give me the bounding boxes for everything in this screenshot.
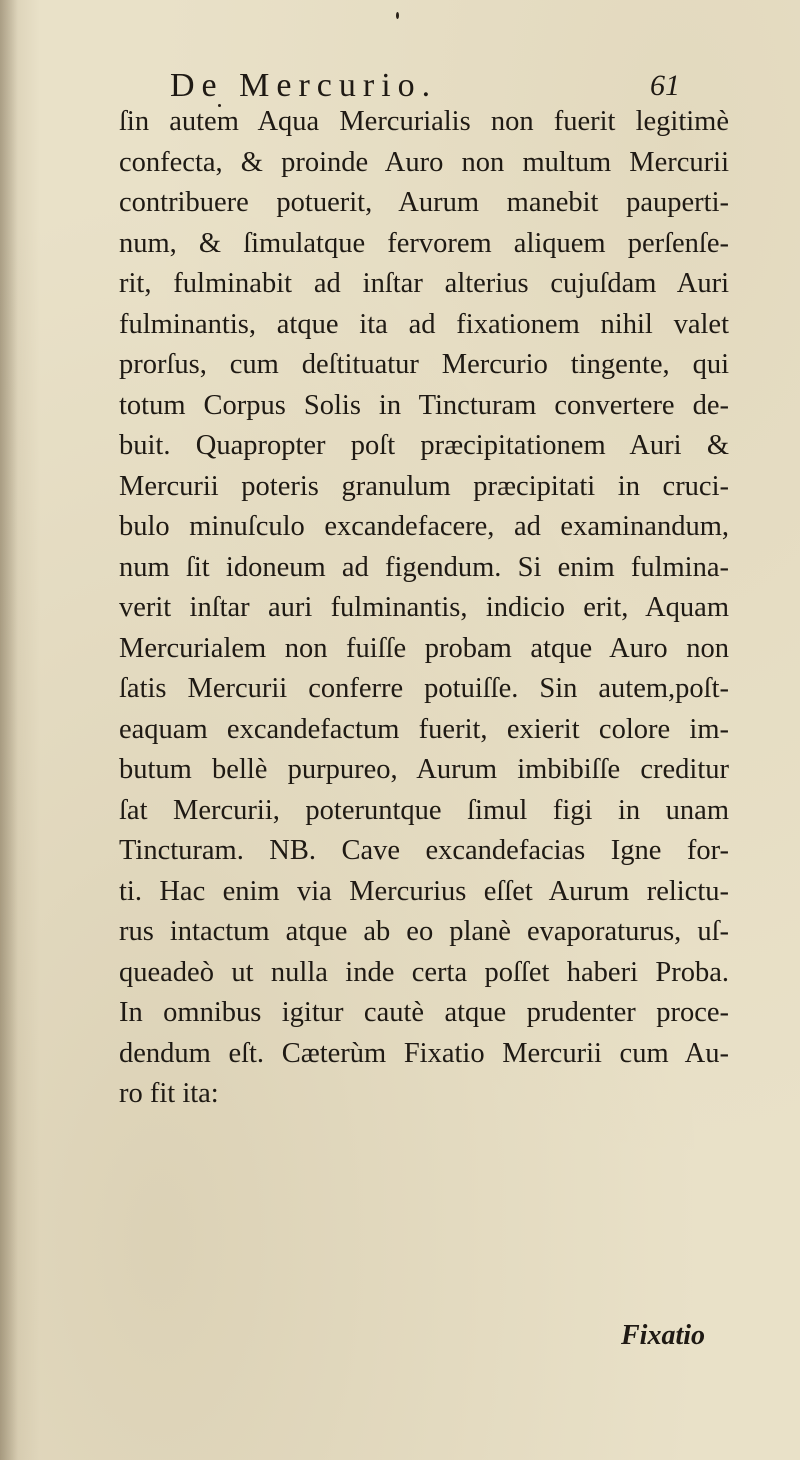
- gutter-shadow: [0, 0, 18, 1460]
- text-line: num, & ſimulatque fervorem aliquem perſenſe-: [119, 227, 729, 259]
- text-line: rus intactum atque ab eo planè evaporaturus, uſ-: [119, 916, 729, 947]
- text-line: bulo minuſculo excandefacere, ad examinandum,: [119, 511, 729, 542]
- body-text: [119, 102, 729, 1115]
- text-line: eaquam excandefactum fuerit, exierit colore im-: [119, 713, 729, 745]
- text-line: Tincturam. NB. Cave excandefacias Igne for-: [119, 835, 729, 866]
- text-line: verit inſtar auri fulminantis, indicio erit, Aquam: [119, 592, 729, 623]
- text-line: ro fit ita:: [119, 1078, 219, 1109]
- text-line: ſat Mercurii, poteruntque ſimul figi in unam: [119, 794, 729, 826]
- text-line: queadeò ut nulla inde certa poſſet haberi Proba.: [119, 956, 729, 988]
- text-line: ſin autem Aqua Mercurialis non fuerit legitimè: [119, 106, 729, 137]
- text-line: contribuere potuerit, Aurum manebit pauperti-: [119, 187, 729, 218]
- text-line: Mercurialem non fuiſſe probam atque Auro non: [119, 632, 729, 664]
- text-line: confecta, & proinde Auro non multum Mercurii: [119, 146, 729, 178]
- text-line: dendum eſt. Cæterùm Fixatio Mercurii cum Au-: [119, 1037, 729, 1069]
- running-title: De Mercurio.: [170, 67, 438, 104]
- text-line: buit. Quapropter poſt præcipitationem Auri &: [119, 430, 729, 461]
- ink-speck: [396, 12, 399, 19]
- text-line: Mercurii poteris granulum præcipitati in cruci-: [119, 470, 729, 502]
- text-line: butum bellè purpureo, Aurum imbibiſſe creditur: [119, 754, 729, 785]
- page-number: 61: [650, 69, 680, 102]
- text-line: ti. Hac enim via Mercurius eſſet Aurum relictu-: [119, 875, 729, 907]
- text-line: fulminantis, atque ita ad fixationem nihil valet: [119, 308, 729, 340]
- text-line: totum Corpus Solis in Tincturam convertere de-: [119, 389, 729, 421]
- text-line: In omnibus igitur cautè atque prudenter proce-: [119, 997, 729, 1028]
- text-line: ſatis Mercurii conferre potuiſſe. Sin autem,poſt-: [119, 673, 729, 704]
- text-line: num ſit idoneum ad figendum. Si enim fulmina-: [119, 551, 729, 583]
- text-line: prorſus, cum deſtituatur Mercurio tingente, qui: [119, 349, 729, 380]
- text-line: rit, fulminabit ad inſtar alterius cujuſdam Auri: [119, 268, 729, 299]
- catchword: Fixatio: [621, 1320, 706, 1351]
